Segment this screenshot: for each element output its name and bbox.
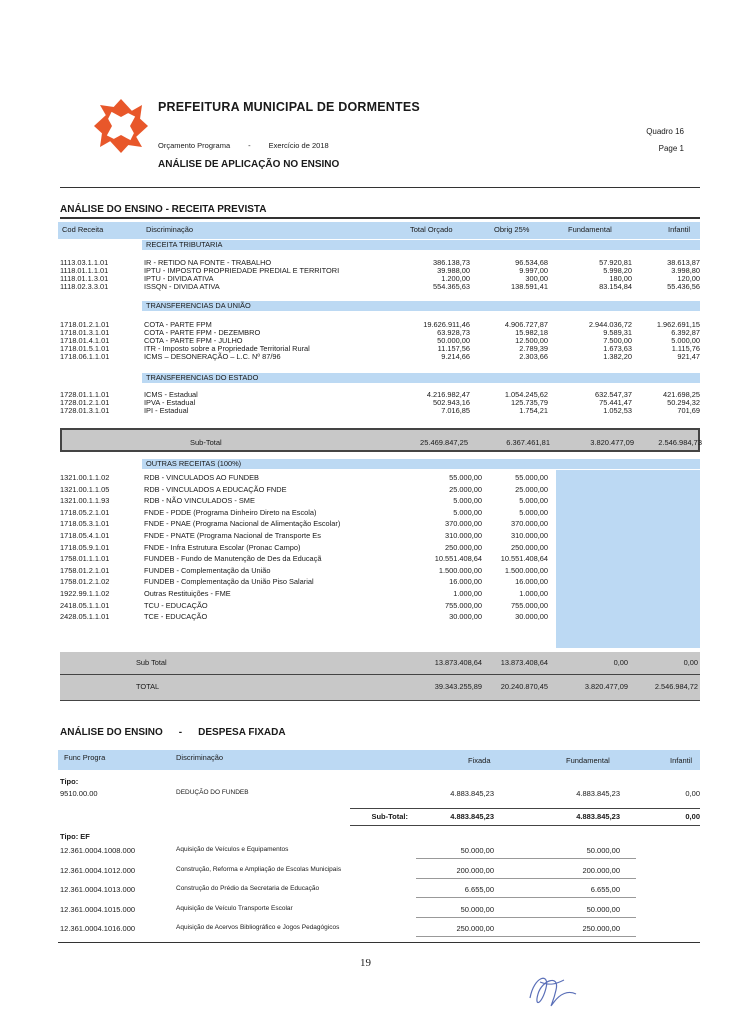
func-progra: 12.361.0004.1013.000: [60, 885, 136, 894]
total-row: [60, 682, 700, 691]
total-orcado: 25.000,00: [449, 484, 482, 494]
total-orcado: 1.000,00: [453, 589, 482, 598]
discriminacao: IPVA - Estadual: [144, 398, 196, 407]
cod-receita: 1321.00.1.1.93: [60, 496, 110, 506]
total-orcado: 1.200,00: [441, 274, 470, 283]
discriminacao: Outras Restituições - FME: [144, 589, 231, 598]
cod-receita: 1718.01.2.1.01: [60, 320, 110, 329]
col-obrig: Obrig 25%: [494, 225, 530, 234]
discriminacao: FUNDEB - Complementação da União Piso Salarial: [144, 577, 314, 587]
cod-receita: 1321.00.1.1.02: [60, 473, 110, 482]
tipo-label: [58, 832, 700, 844]
infantil: 2.546.984,72: [654, 682, 698, 691]
cod-receita: 1718.05.9.1.01: [60, 542, 110, 552]
cod-receita: 1718.01.5.1.01: [60, 344, 110, 353]
infantil: 1.115,76: [671, 344, 700, 353]
cod-receita: 1718.05.2.1.01: [60, 507, 110, 517]
cod-receita: 1113.03.1.1.01: [60, 258, 109, 267]
total-orcado: 370.000,00: [445, 519, 482, 529]
infantil: 421.698,25: [663, 390, 700, 399]
discriminacao: RDB - NÃO VINCULADOS - SME: [144, 496, 255, 506]
total-orcado: 30.000,00: [449, 612, 482, 622]
divider: [416, 936, 636, 937]
program-label: Orçamento Programa: [158, 141, 231, 150]
infantil: 0,00: [685, 812, 700, 821]
func-progra: 12.361.0004.1008.000: [60, 846, 136, 855]
func-progra: 9510.00.00: [60, 789, 98, 798]
discriminacao: COTA - PARTE FPM - JULHO: [144, 336, 243, 345]
total-orcado: 554.365,63: [433, 282, 470, 291]
table-row: [60, 554, 700, 563]
cod-receita: 1118.02.3.3.01: [60, 282, 109, 291]
discriminacao: IR - RETIDO NA FONTE - TRABALHO: [144, 258, 272, 267]
total-orcado: 55.000,00: [449, 473, 482, 482]
despesa-dash: -: [178, 727, 183, 738]
cod-receita: 1728.01.3.1.01: [60, 406, 110, 415]
total-orcado: 5.000,00: [453, 507, 482, 517]
table-row: [60, 566, 700, 575]
total-orcado: 4.216.982,47: [426, 390, 470, 399]
receita-title: ANÁLISE DO ENSINO - RECEITA PREVISTA: [60, 204, 267, 215]
discriminacao: Aquisição de Veículos e Equipamentos: [176, 846, 289, 853]
discriminacao: DEDUÇÃO DO FUNDEB: [176, 789, 249, 796]
subtotal-inf: 2.546.984,73: [658, 438, 702, 447]
table-row: [60, 282, 700, 291]
total-orcado: 502.943,16: [433, 398, 470, 407]
infantil: 6.392,87: [671, 328, 700, 337]
discriminacao: FNDE - Infra Estrutura Escolar (Pronac Campo): [144, 542, 301, 552]
divider: [58, 942, 700, 943]
fundamental: 50.000,00: [586, 904, 620, 914]
total-orcado: 50.000,00: [437, 336, 470, 345]
obrig-25: 2.303,66: [519, 352, 548, 361]
discriminacao: TCU - EDUCAÇÃO: [144, 600, 208, 610]
despesa-title-b: DESPESA FIXADA: [198, 727, 286, 738]
table-row: [60, 612, 700, 621]
table-row: [60, 519, 700, 528]
infantil: 1.962.691,15: [656, 320, 700, 329]
tipo: Tipo:: [60, 777, 79, 786]
fundamental: 632.547,37: [595, 390, 632, 399]
subtotal-row: [60, 428, 700, 452]
discriminacao: ICMS – DESONERAÇÃO – L.C. Nº 87/96: [144, 352, 281, 361]
group-label: TRANSFERENCIAS DA UNIÃO: [146, 301, 251, 310]
obrig-25: 4.906.727,87: [504, 320, 548, 329]
obrig-25: 310.000,00: [511, 531, 548, 540]
obrig-25: 55.000,00: [515, 473, 548, 482]
total-orcado: 63.928,73: [437, 328, 470, 337]
obrig-25: 370.000,00: [511, 519, 548, 529]
subtotal-label: Sub-Total:: [371, 812, 408, 821]
cod-receita: 1718.01.4.1.01: [60, 336, 110, 345]
exercise-label: Exercício de 2018: [268, 141, 329, 150]
discriminacao: COTA - PARTE FPM: [144, 320, 212, 329]
fundamental: 75.441,47: [599, 398, 632, 407]
obrig-25: 5.000,00: [519, 507, 548, 517]
fundamental: 4.883.845,23: [576, 789, 620, 798]
subtotal-fund: 3.820.477,09: [590, 438, 634, 447]
func-progra: 12.361.0004.1015.000: [60, 904, 136, 914]
fundamental: 1.052,53: [603, 406, 632, 415]
discriminacao: ICMS - Estadual: [144, 390, 198, 399]
cod-receita: 1728.01.2.1.01: [60, 398, 110, 407]
org-name: PREFEITURA MUNICIPAL DE DORMENTES: [158, 100, 420, 114]
divider: [416, 897, 636, 898]
infantil: 120,00: [677, 274, 700, 283]
fundamental: 0,00: [613, 658, 628, 667]
func-progra: 12.361.0004.1016.000: [60, 924, 136, 933]
total-orcado: 39.343.255,89: [434, 682, 482, 691]
obrig-25: 30.000,00: [515, 612, 548, 622]
total-label: Sub Total: [136, 658, 167, 667]
total-orcado: 1.500.000,00: [438, 565, 482, 575]
col-fund: Fundamental: [568, 225, 612, 234]
discriminacao: Construção, Reforma e Ampliação de Escolas Municipais: [176, 865, 342, 873]
divider: [416, 917, 636, 918]
fundamental: 83.154,84: [599, 282, 632, 291]
cod-receita: 1718.01.3.1.01: [60, 328, 110, 337]
subheader: [158, 141, 347, 150]
table-row: [60, 543, 700, 552]
fundamental: 7.500,00: [603, 336, 632, 345]
total-orcado: 250.000,00: [445, 542, 482, 552]
group-band: [142, 459, 700, 469]
discriminacao: RDB - VINCULADOS AO FUNDEB: [144, 473, 259, 482]
infantil: 50.294,32: [667, 398, 700, 407]
table-row: [60, 508, 700, 517]
cod-receita: 1758.01.2.1.01: [60, 565, 110, 575]
divider: [416, 878, 636, 879]
cod-receita: 2428.05.1.1.01: [60, 612, 110, 622]
discriminacao: FUNDEB - Fundo de Manutenção de Des da Educaçã: [144, 554, 322, 564]
fixada: 200.000,00: [456, 865, 494, 875]
tipo-label: [58, 777, 700, 789]
total-orcado: 11.157,56: [437, 344, 470, 353]
report-title: ANÁLISE DE APLICAÇÃO NO ENSINO: [158, 159, 340, 170]
obrig-25: 12.500,00: [515, 336, 548, 345]
cod-receita: 1718.06.1.1.01: [60, 352, 110, 361]
obrig-25: 1.500.000,00: [504, 565, 548, 575]
total-orcado: 5.000,00: [453, 496, 482, 506]
group-band: [142, 301, 700, 311]
obrig-25: 1.054.245,62: [504, 390, 548, 399]
despesa-title-a: ANÁLISE DO ENSINO: [60, 727, 163, 738]
total-orcado: 19.626.911,46: [423, 320, 470, 329]
table-row: [58, 789, 700, 801]
fundamental: 5.998,20: [603, 266, 632, 275]
subtotal-label: Sub-Total: [190, 438, 222, 447]
discriminacao: RDB - VINCULADOS A EDUCAÇÃO FNDE: [144, 484, 287, 494]
fundamental: 3.820.477,09: [584, 682, 628, 691]
col-disc: Discriminação: [146, 225, 194, 234]
table-row: [58, 846, 700, 858]
discriminacao: Construção do Prédio da Secretaria de Educação: [176, 885, 320, 892]
obrig-25: 96.534,68: [515, 258, 548, 267]
cod-receita: 2418.05.1.1.01: [60, 600, 110, 610]
obrig-25: 5.000,00: [519, 496, 548, 506]
divider: [60, 674, 700, 675]
obrig-25: 300,00: [525, 274, 548, 283]
col-func: Func Progra: [64, 753, 106, 762]
total-orcado: 310.000,00: [445, 531, 482, 540]
obrig-25: 125.735,79: [511, 398, 548, 407]
group-label: TRANSFERENCIAS DO ESTADO: [146, 373, 259, 382]
infantil: 0,00: [685, 789, 700, 798]
col-disc: Discriminação: [176, 753, 224, 762]
obrig-25: 250.000,00: [511, 542, 548, 552]
total-orcado: 386.138,73: [433, 258, 470, 267]
subtotal-obrig: 6.367.461,81: [506, 438, 550, 447]
divider: [416, 858, 636, 859]
obrig-25: 138.591,41: [511, 282, 548, 291]
infantil: 0,00: [683, 658, 698, 667]
discriminacao: ISSQN - DIVIDA ATIVA: [144, 282, 220, 291]
table-row: [60, 601, 700, 610]
cod-receita: 1718.05.3.1.01: [60, 519, 110, 529]
table-row: [60, 589, 700, 598]
infantil: 921,47: [677, 352, 700, 361]
discriminacao: ITR - Imposto sobre a Propriedade Territorial Rural: [144, 344, 310, 353]
cod-receita: 1718.05.4.1.01: [60, 531, 110, 540]
fundamental: 1.382,20: [603, 352, 632, 361]
cod-receita: 1922.99.1.1.02: [60, 589, 110, 598]
col-fund: Fundamental: [566, 756, 610, 765]
obrig-25: 1.000,00: [519, 589, 548, 598]
group-label: RECEITA TRIBUTARIA: [146, 240, 223, 249]
discriminacao: FNDE - PNATE (Programa Nacional de Transporte Es: [144, 531, 321, 540]
infantil: 38.613,87: [667, 258, 700, 267]
fundamental: 9.589,31: [603, 328, 632, 337]
subtotal-total: 25.469.847,25: [420, 438, 468, 447]
cod-receita: 1118.01.1.3.01: [60, 274, 109, 283]
cod-receita: 1118.01.1.1.01: [60, 266, 109, 275]
subtotal-row: [58, 812, 700, 824]
obrig-25: 10.551.408,64: [500, 554, 548, 564]
fixada: 4.883.845,23: [450, 812, 494, 821]
cod-receita: 1728.01.1.1.01: [60, 390, 110, 399]
table-row: [60, 496, 700, 505]
table-row: [60, 531, 700, 540]
col-inf: Infantil: [668, 225, 691, 234]
fundamental: 2.944.036,72: [588, 320, 632, 329]
obrig-25: 13.873.408,64: [500, 658, 548, 667]
cod-receita: 1758.01.2.1.02: [60, 577, 110, 587]
col-cod: Cod Receita: [62, 225, 104, 234]
func-progra: 12.361.0004.1012.000: [60, 865, 136, 875]
table-row: [58, 905, 700, 917]
total-orcado: 39.988,00: [437, 266, 470, 275]
col-inf: Infantil: [670, 756, 693, 765]
fundamental: 6.655,00: [590, 885, 620, 894]
signature-icon: [520, 968, 580, 1014]
fundamental: 250.000,00: [582, 924, 620, 933]
discriminacao: FNDE - PDDE (Programa Dinheiro Direto na Escola): [144, 507, 317, 517]
divider: [60, 217, 700, 219]
group-band: [142, 373, 700, 383]
discriminacao: IPI - Estadual: [144, 406, 189, 415]
cod-receita: 1758.01.1.1.01: [60, 554, 110, 564]
obrig-25: 25.000,00: [515, 484, 548, 494]
obrig-25: 9.997,00: [519, 266, 548, 275]
prefeitura-logo-icon: [92, 97, 150, 155]
discriminacao: Aquisição de Acervos Bibliográfico e Jogos Pedagógicos: [176, 924, 340, 931]
discriminacao: FUNDEB - Complementação da União: [144, 565, 271, 575]
table-row: [60, 352, 700, 361]
discriminacao: IPTU - IMPOSTO PROPRIEDADE PREDIAL E TERRITORI: [144, 266, 340, 275]
total-orcado: 16.000,00: [449, 577, 482, 587]
fixada: 250.000,00: [456, 924, 494, 933]
separator: -: [248, 141, 251, 150]
fundamental: 50.000,00: [586, 846, 620, 855]
obrig-25: 2.789,39: [519, 344, 548, 353]
fundamental: 180,00: [609, 274, 632, 283]
table-row: [58, 866, 700, 878]
divider: [350, 808, 700, 809]
table-row: [60, 406, 700, 415]
col-total: Total Orçado: [410, 225, 453, 234]
tipo: Tipo: EF: [60, 832, 90, 841]
discriminacao: IPTU - DIVIDA ATIVA: [144, 274, 214, 283]
infantil: 5.000,00: [671, 336, 700, 345]
discriminacao: COTA - PARTE FPM - DEZEMBRO: [144, 328, 261, 337]
fundamental: 57.920,81: [599, 258, 632, 267]
divider: [60, 700, 700, 701]
total-orcado: 9.214,66: [441, 352, 470, 361]
table-row: [58, 924, 700, 936]
total-orcado: 13.873.408,64: [434, 658, 482, 667]
discriminacao: TCE - EDUCAÇÃO: [144, 612, 208, 622]
discriminacao: Aquisição de Veículo Transporte Escolar: [176, 904, 293, 912]
group-label: OUTRAS RECEITAS (100%): [146, 459, 242, 468]
discriminacao: FNDE - PNAE (Programa Nacional de Alimentação Escolar): [144, 519, 341, 529]
table-row: [60, 577, 700, 586]
total-orcado: 7.016,85: [441, 406, 470, 415]
fundamental: 4.883.845,23: [576, 812, 620, 821]
table-row: [60, 473, 700, 482]
divider: [60, 187, 700, 188]
total-orcado: 10.551.408,64: [434, 554, 482, 564]
obrig-25: 20.240.870,45: [500, 682, 548, 691]
despesa-header: [58, 750, 700, 770]
divider: [350, 825, 700, 826]
table-row: [58, 885, 700, 897]
obrig-25: 16.000,00: [515, 577, 548, 587]
table-row: [60, 485, 700, 494]
despesa-title: [60, 727, 302, 738]
page-number: 19: [360, 957, 371, 969]
fixada: 50.000,00: [460, 846, 494, 855]
obrig-25: 15.982,18: [515, 328, 548, 337]
fundamental: 200.000,00: [582, 865, 620, 875]
page-label: Page 1: [658, 144, 684, 153]
infantil: 701,69: [677, 406, 700, 415]
fixada: 4.883.845,23: [450, 789, 494, 798]
group-band: [142, 240, 700, 250]
infantil: 3.998,80: [671, 266, 700, 275]
total-label: TOTAL: [136, 682, 160, 691]
obrig-25: 755.000,00: [511, 600, 548, 610]
fixada: 6.655,00: [464, 885, 494, 894]
fixada: 50.000,00: [460, 904, 494, 914]
receita-header: [58, 222, 700, 239]
cod-receita: 1321.00.1.1.05: [60, 484, 110, 494]
col-fixada: Fixada: [468, 756, 491, 765]
infantil: 55.436,56: [667, 282, 700, 291]
total-orcado: 755.000,00: [445, 600, 482, 610]
obrig-25: 1.754,21: [519, 406, 548, 415]
quadro-label: Quadro 16: [646, 127, 684, 136]
fundamental: 1.673,63: [603, 344, 632, 353]
subtotal-row: [60, 658, 700, 667]
